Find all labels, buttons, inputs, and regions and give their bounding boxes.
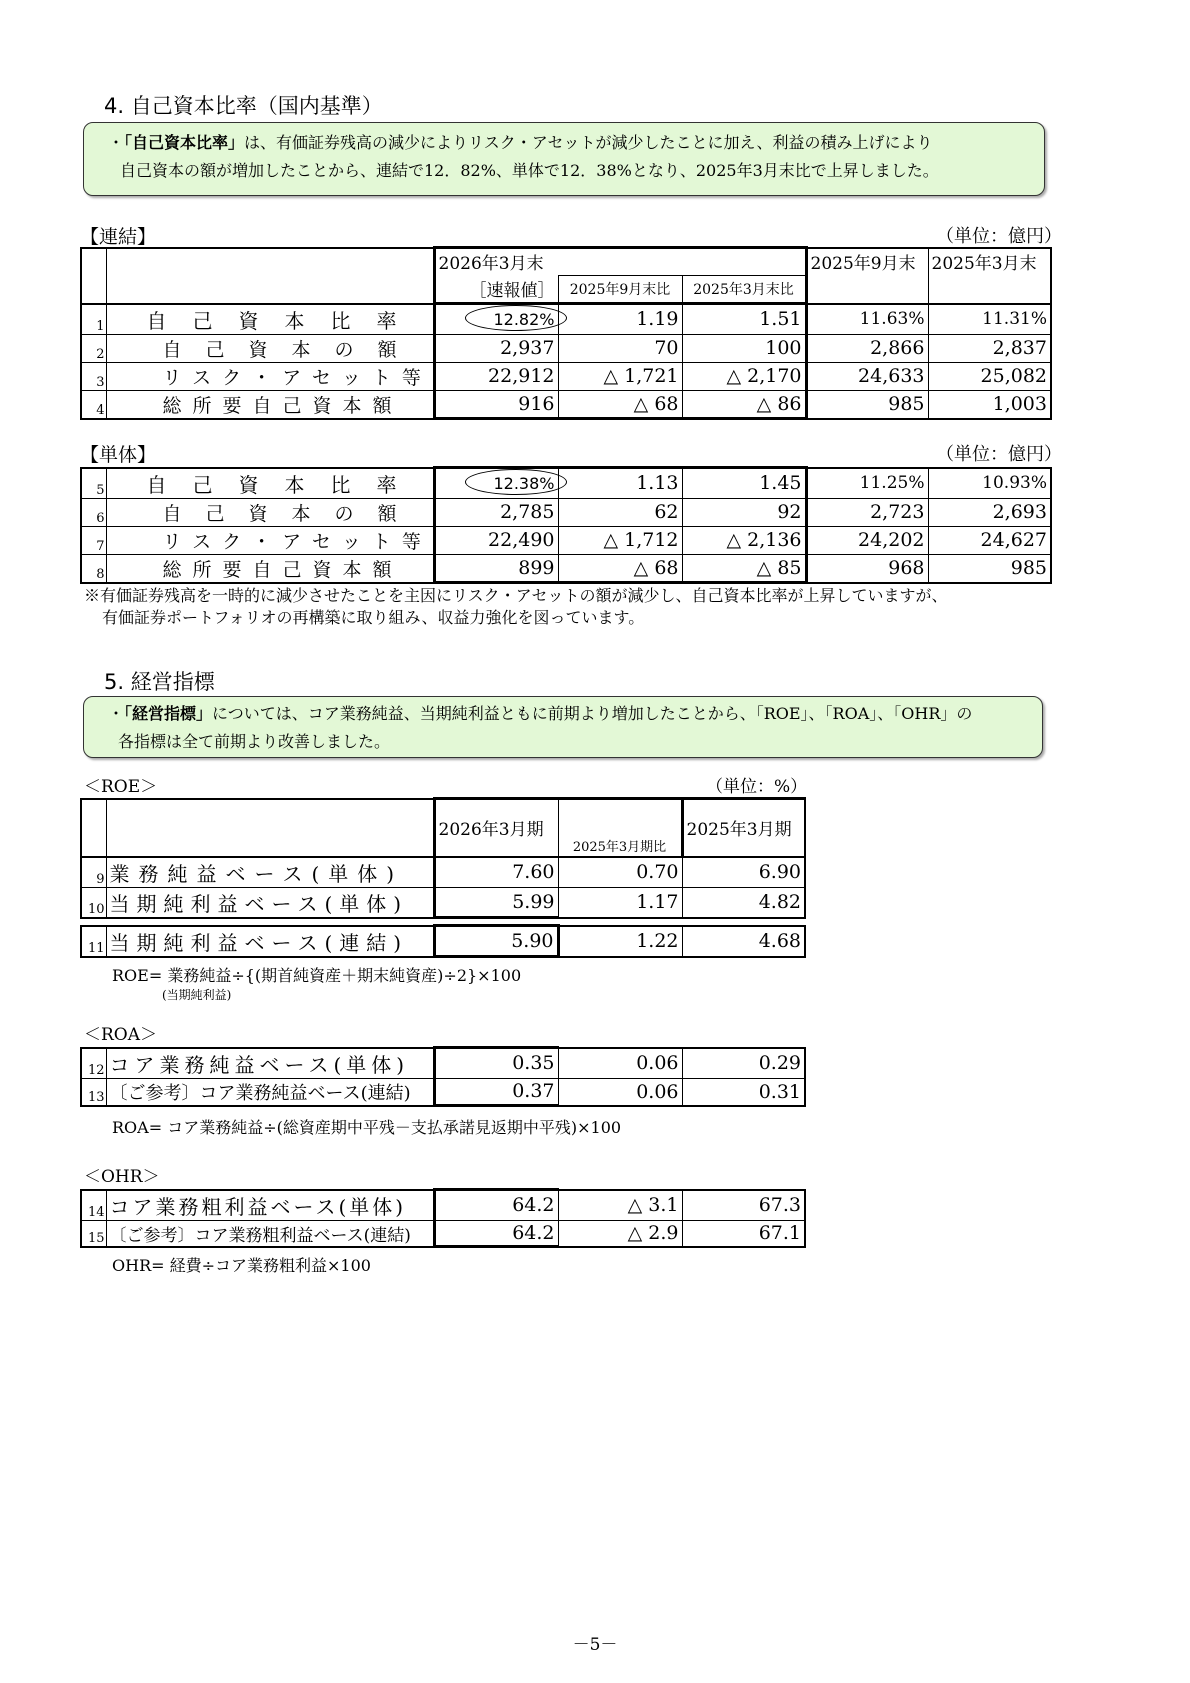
cell-value: △ 2.9	[558, 1220, 682, 1247]
header-vs-2503: 2025年3月末比	[682, 276, 806, 304]
highlight-ellipse	[465, 305, 567, 331]
row-number: 9	[81, 857, 106, 888]
cell-value: 2,693	[928, 498, 1051, 526]
page-number: －5－	[572, 1635, 618, 1655]
row-number: 3	[81, 362, 106, 390]
cell-value: 11.63%	[806, 304, 928, 335]
row-label: 業務純益ベース(単体)	[106, 857, 434, 888]
cell-value: 985	[806, 390, 928, 419]
header-2026: 2026年3月期	[434, 799, 558, 857]
cell-value: △ 86	[682, 390, 806, 419]
consolidated-table	[80, 246, 1052, 420]
cell-value: 100	[682, 334, 806, 362]
cell-value: 0.29	[682, 1048, 805, 1079]
cell-value: 0.37	[434, 1078, 558, 1106]
cell-value: △ 68	[558, 390, 682, 419]
row-number: 6	[81, 498, 106, 526]
cell-value: 5.90	[434, 926, 558, 957]
header-2026-sub: ［速報値］	[434, 276, 558, 304]
cell-value: 4.68	[682, 926, 805, 957]
cell-value: 1,003	[928, 390, 1051, 419]
row-label: 当期純利益ベース(単体)	[106, 887, 434, 918]
roe-table	[80, 797, 806, 919]
cell-value: 67.1	[682, 1220, 805, 1247]
highlight-ellipse	[465, 469, 567, 495]
cell-value: △ 2,170	[682, 362, 806, 390]
cell-value: 0.06	[558, 1048, 682, 1079]
cell-value: 2,866	[806, 334, 928, 362]
unit-label: （単位：億円）	[936, 226, 1062, 247]
note-bold: 「経営指標」	[124, 704, 213, 723]
cell-value: 0.35	[434, 1048, 558, 1079]
cell-value: 67.3	[682, 1190, 805, 1221]
row-number: 14	[81, 1190, 106, 1221]
ohr-table	[80, 1188, 806, 1248]
cell-value: 24,202	[806, 526, 928, 554]
cell-value: 1.45	[682, 468, 806, 499]
row-label: 総所要自己資本額	[106, 554, 434, 583]
cell-value: 1.22	[558, 926, 682, 957]
section5-note	[83, 696, 1043, 758]
cell-value: 22,490	[434, 526, 558, 554]
row-label: コア業務粗利益ベース(単体)	[106, 1190, 434, 1221]
consolidated-label: 【連結】	[80, 226, 157, 248]
row-label: 〔ご参考〕コア業務純益ベース(連結)	[106, 1078, 434, 1106]
footnote-line2: 有価証券ポートフォリオの再構築に取り組み、収益力強化を図っています。	[102, 608, 645, 627]
bullet: ・	[108, 133, 125, 152]
roa-formula: ROA= コア業務純益÷(総資産期中平残－支払承諾見返期中平残)×100	[112, 1118, 622, 1137]
cell-value: 985	[928, 554, 1051, 583]
cell-value: 24,627	[928, 526, 1051, 554]
cell-value: 64.2	[434, 1190, 558, 1221]
roa-table	[80, 1046, 806, 1107]
cell-value: 2,785	[434, 498, 558, 526]
cell-value: △ 68	[558, 554, 682, 583]
cell-value: △ 1,712	[558, 526, 682, 554]
row-number: 13	[81, 1078, 106, 1106]
row-number: 11	[81, 926, 106, 957]
cell-value: 1.17	[558, 887, 682, 918]
cell-value: 11.31%	[928, 304, 1051, 335]
row-label: リスク・アセット等	[106, 526, 434, 554]
cell-value: 64.2	[434, 1220, 558, 1247]
header-vs-2503: 2025年3月期比	[558, 799, 682, 857]
header-vs-2509: 2025年9月末比	[558, 276, 682, 304]
cell-value: 0.70	[558, 857, 682, 888]
cell-value: 62	[558, 498, 682, 526]
cell-value: 25,082	[928, 362, 1051, 390]
row-label: リスク・アセット等	[106, 362, 434, 390]
note-line1: は、有価証券残高の減少によりリスク・アセットが減少したことに加え、利益の積み上げにより	[244, 133, 933, 152]
roe-consolidated-table	[80, 924, 806, 958]
row-number: 8	[81, 554, 106, 583]
cell-value: 0.31	[682, 1078, 805, 1106]
row-number: 12	[81, 1048, 106, 1079]
row-number: 15	[81, 1220, 106, 1247]
header-2503: 2025年3月末	[928, 248, 1051, 304]
row-label: 当期純利益ベース(連結)	[106, 926, 434, 957]
cell-value: 5.99	[434, 887, 558, 918]
cell-value: 2,837	[928, 334, 1051, 362]
cell-value: △ 85	[682, 554, 806, 583]
row-label: 自己資本の額	[106, 334, 434, 362]
header-2026: 2026年3月末	[434, 248, 558, 276]
cell-value: 24,633	[806, 362, 928, 390]
cell-value: 968	[806, 554, 928, 583]
unit-label: （単位：億円）	[936, 444, 1062, 465]
row-number: 4	[81, 390, 106, 419]
cell-value: 2,937	[434, 334, 558, 362]
note-line2: 各指標は全て前期より改善しました。	[118, 732, 391, 751]
cell-value: △ 2,136	[682, 526, 806, 554]
row-label: 自己資本の額	[106, 498, 434, 526]
ohr-label: ＜OHR＞	[84, 1167, 160, 1187]
row-number: 7	[81, 526, 106, 554]
roa-label: ＜ROA＞	[84, 1025, 158, 1045]
cell-value: △ 1,721	[558, 362, 682, 390]
row-label: 総所要自己資本額	[106, 390, 434, 419]
cell-value: 10.93%	[928, 468, 1051, 499]
cell-value: 92	[682, 498, 806, 526]
row-number: 1	[81, 304, 106, 335]
row-number: 2	[81, 334, 106, 362]
row-number: 10	[81, 887, 106, 918]
header-2509: 2025年9月末	[806, 248, 928, 304]
cell-value: 22,912	[434, 362, 558, 390]
row-label: 自己資本比率	[106, 304, 434, 335]
bullet: ・	[108, 704, 125, 723]
cell-value: 1.19	[558, 304, 682, 335]
cell-value: △ 3.1	[558, 1190, 682, 1221]
header-2503: 2025年3月期	[682, 799, 805, 857]
cell-value: 4.82	[682, 887, 805, 918]
cell-value: 6.90	[682, 857, 805, 888]
ohr-formula: OHR= 経費÷コア業務粗利益×100	[112, 1256, 371, 1275]
row-label: 自己資本比率	[106, 468, 434, 499]
section4-note	[83, 122, 1045, 196]
note-bold: 「自己資本比率」	[124, 133, 245, 152]
footnote-line1: ※有価証券残高を一時的に減少させたことを主因にリスク・アセットの額が減少し、自己資本比率が上昇していますが、	[84, 586, 948, 605]
row-label: コア業務純益ベース(単体)	[106, 1048, 434, 1079]
row-label: 〔ご参考〕コア業務粗利益ベース(連結)	[106, 1220, 434, 1247]
cell-value: 7.60	[434, 857, 558, 888]
cell-value: 0.06	[558, 1078, 682, 1106]
cell-value: 916	[434, 390, 558, 419]
cell-value: 12.38%	[434, 468, 558, 499]
roe-formula: ROE= 業務純益÷{(期首純資産＋期末純資産)÷2}×100	[112, 966, 522, 985]
unit-label: （単位：%）	[706, 777, 808, 797]
nonconsolidated-label: 【単体】	[80, 444, 157, 466]
cell-value: 12.82%	[434, 304, 558, 335]
note-line1: については、コア業務純益、当期純利益ともに前期より増加したことから、「ROE」、「ROA」、「OHR」の	[212, 704, 973, 723]
cell-value: 2,723	[806, 498, 928, 526]
cell-value: 1.13	[558, 468, 682, 499]
roe-label: ＜ROE＞	[84, 777, 158, 797]
section4-title: 4. 自己資本比率（国内基準）	[104, 94, 383, 118]
cell-value: 11.25%	[806, 468, 928, 499]
roe-formula-sub: (当期純利益)	[162, 988, 232, 1002]
row-number: 5	[81, 468, 106, 499]
cell-value: 1.51	[682, 304, 806, 335]
note-line2: 自己資本の額が増加したことから、連結で12．82%、単体で12．38%となり、2025年3月末比で上昇しました。	[120, 161, 939, 180]
cell-value: 70	[558, 334, 682, 362]
section5-title: 5. 経営指標	[104, 670, 215, 694]
cell-value: 899	[434, 554, 558, 583]
